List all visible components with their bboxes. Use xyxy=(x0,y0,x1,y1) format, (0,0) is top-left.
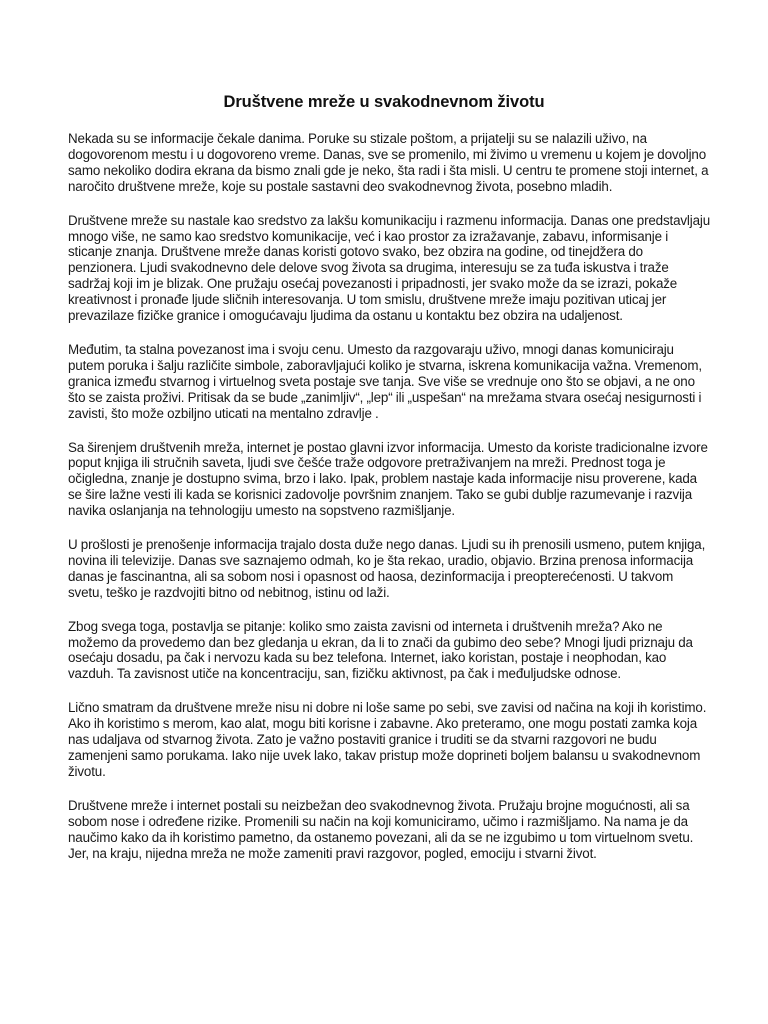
paragraph: Zbog svega toga, postavlja se pitanje: koliko smo zaista zavisni od interneta i društvenih mreža? Ako ne možemo da provedemo dan bez gledanja u ekran, da li to znači da gubimo deo sebe? Mnogi ljudi priznaju da osećaju dosadu, pa čak i nervozu kada su bez telefona. Internet, iako koristan, postaje i neophodan, kao vazduh. Ta zavisnost utiče na koncentraciju, san, fizičku aktivnost, pa čak i međuljudske odnose. xyxy=(68,618,693,682)
paragraph: Nekada su se informacije čekale danima. Poruke su stizale poštom, a prijatelji su se nalazili uživo, na dogovorenom mestu i u dogovoreno vreme. Danas, sve se promenilo, mi živimo u vremenu u kojem je dovoljno samo nekoliko dodira ekrana da bismo znali gde je neko, šta radi i šta misli. U centru te promene stoji internet, a naročito društvene mreže, koje su postale sastavni deo svakodnevnog života, posebno mladih. xyxy=(68,131,709,194)
paragraph: U prošlosti je prenošenje informacija trajalo dosta duže nego danas. Ljudi su ih prenosili usmeno, putem knjiga, novina ili televizije. Danas sve saznajemo odmah, ko je šta rekao, uradio, objavio. Brzina prenosa informacija danas je fascinantna, ali sa sobom nosi i opasnost od haosa, dezinformacija i preopterećenosti. U takvom svetu, teško je razdvojiti bitno od nebitnog, istinu od laži. xyxy=(68,537,706,600)
document-title: Društvene mreže u svakodnevnom životu xyxy=(223,93,545,111)
paragraph: Međutim, ta stalna povezanost ima i svoju cenu. Umesto da razgovaraju uživo, mnogi danas komuniciraju putem poruka i šalju različite simbole, zaboravljajući koliko je stvarna, iskrena komunikacija važna. Vremenom, granica između stvarnog i virtuelnog sveta postaje sve tanja. Sve više se vrednuje ono što se objavi, a ne ono što se zaista proživi. Pritisak da se bude „zanimljiv“, „lep“ ili „uspešan“ na mrežama stvara osećaj nesigurnosti i zavisti, što može ozbiljno uticati na mentalno zdravlje . xyxy=(68,341,702,421)
paragraph: Društvene mreže su nastale kao sredstvo za lakšu komunikaciju i razmenu informacija. Danas one predstavljaju mnogo više, ne samo kao sredstvo komunikacije, već i kao prostor za izražavanje, zabavu, informisanje i sticanje znanja. Društvene mreže danas koristi gotovo svako, bez obzira na godine, od tinejdžera do penzionera. Ljudi svakodnevno dele delove svog života sa drugima, interesuju se za tuđa iskustva i traže sadržaj koji im je blizak. One pružaju osećaj povezanosti i pripadnosti, jer svako može da se izrazi, pokaže kreativnost i pronađe ljude sličnih interesovanja. U tom smislu, društvene mreže imaju pozitivan uticaj jer prevazilaze fizičke granice i omogućavaju ljudima da ostanu u kontaktu bez obzira na udaljenost. xyxy=(68,212,711,324)
document-body xyxy=(68,131,710,879)
paragraph: Društvene mreže i internet postali su neizbežan deo svakodnevnog života. Pružaju brojne mogućnosti, ali sa sobom nose i određene rizike. Promenili su način na koji komuniciramo, učimo i razmišljamo. Na nama je da naučimo kako da ih koristimo pametno, da ostanemo povezani, ali da se ne izgubimo u tom virtuelnom svetu. Jer, na kraju, nijedna mreža ne može zameniti pravi razgovor, pogled, emociju i stvarni život. xyxy=(68,797,694,861)
paragraph: Lično smatram da društvene mreže nisu ni dobre ni loše same po sebi, sve zavisi od načina na koji ih koristimo. Ako ih koristimo s merom, kao alat, mogu biti korisne i zabavne. Ako preteramo, one mogu postati zamka koja nas udaljava od stvarnog života. Zato je važno postaviti granice i truditi se da stvarni razgovori ne budu zamenjeni samo porukama. Iako nije uvek lako, takav pristup može doprineti boljem balansu u svakodnevnom životu. xyxy=(68,700,707,779)
paragraph: Sa širenjem društvenih mreža, internet je postao glavni izvor informacija. Umesto da koriste tradicionalne izvore poput knjiga ili stručnih saveta, ljudi sve češće traže odgovore pretraživanjem na mreži. Prednost toga je očigledna, znanje je dostupno svima, brzo i lako. Ipak, problem nastaje kada informacije nisu proverene, kada se šire lažne vesti ili kada se korisnici zadovolje površnim znanjem. Tako se gubi dublje razumevanje i razvija navika oslanjanja na tehnologiju umesto na sopstveno razmišljanje. xyxy=(68,439,708,519)
